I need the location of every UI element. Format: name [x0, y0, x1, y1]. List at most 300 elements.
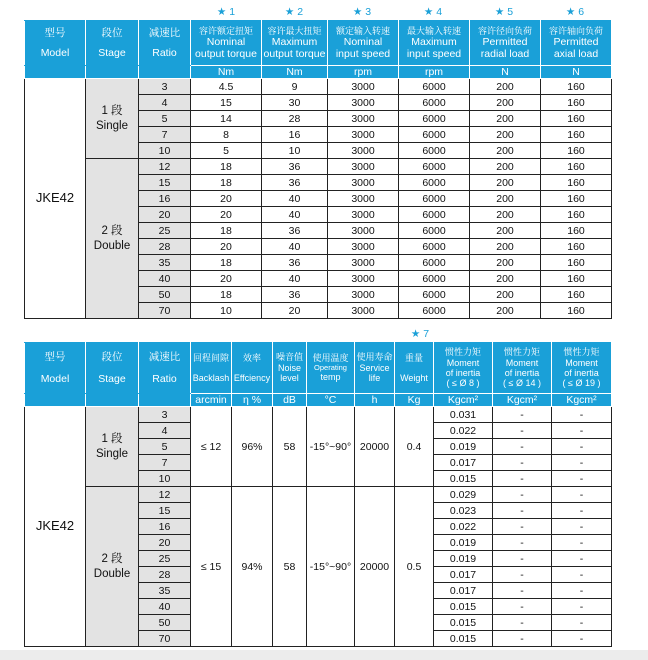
header-c5-cn: 容许径向负荷 — [477, 25, 532, 36]
nominal-speed-cell: 3000 — [328, 207, 399, 223]
t2-ratio-cell: 35 — [139, 583, 191, 599]
ratio-cell: 25 — [139, 223, 191, 239]
nominal-torque-cell: 10 — [191, 303, 262, 319]
axial-load-cell: 160 — [541, 207, 612, 223]
header-radial-load — [470, 21, 541, 66]
t2-header-life-en1: Service — [359, 362, 390, 373]
t2-header-i19-en3: ( ≤ Ø 19 ) — [562, 378, 601, 389]
nominal-torque-cell: 15 — [191, 95, 262, 111]
t2-header-temp — [307, 343, 355, 394]
t2-header-i8-en3: ( ≤ Ø 8 ) — [446, 378, 480, 389]
t2-unit-i8: Kgcm² — [434, 394, 493, 407]
axial-load-cell: 160 — [541, 239, 612, 255]
t2-header-i19-en1: Moment — [565, 357, 598, 368]
nominal-torque-cell: 18 — [191, 159, 262, 175]
max-torque-cell: 40 — [262, 207, 328, 223]
header-c6-cn: 容许轴向负荷 — [548, 25, 603, 36]
t2-ratio-cell: 4 — [139, 423, 191, 439]
inertia-8-cell: 0.015 — [434, 615, 493, 631]
ratio-cell: 40 — [139, 271, 191, 287]
header-c1-en1: Nominal — [206, 36, 246, 49]
t2-unit-i14: Kgcm² — [493, 394, 552, 407]
star-4: ★ 4 — [423, 6, 443, 18]
table1-star-row — [0, 6, 648, 20]
nominal-speed-cell: 3000 — [328, 191, 399, 207]
star-7: ★ 7 — [410, 328, 430, 340]
stage-single-en: Single — [96, 119, 128, 132]
t2-header-weight-en: Weight — [400, 372, 428, 383]
t2-unit-blank-stage — [86, 394, 139, 407]
radial-load-cell: 200 — [470, 143, 541, 159]
inertia-19-cell: - — [552, 567, 612, 583]
t2-unit-weight: Kg — [395, 394, 434, 407]
stage-double-en: Double — [93, 239, 131, 252]
radial-load-cell: 200 — [470, 175, 541, 191]
inertia-19-cell: - — [552, 535, 612, 551]
inertia-19-cell: - — [552, 583, 612, 599]
stage-single-cell — [86, 407, 139, 487]
star-2: ★ 2 — [284, 6, 304, 18]
radial-load-cell: 200 — [470, 127, 541, 143]
header-stage — [86, 21, 139, 66]
inertia-14-cell: - — [493, 615, 552, 631]
t2-header-inertia-8 — [434, 343, 493, 394]
star-1: ★ 1 — [216, 6, 236, 18]
header-max-torque — [262, 21, 328, 66]
inertia-19-cell: - — [552, 631, 612, 647]
t2-unit-i19: Kgcm² — [552, 394, 612, 407]
ratio-cell: 7 — [139, 127, 191, 143]
max-torque-cell: 40 — [262, 191, 328, 207]
t2-header-ratio — [139, 343, 191, 394]
t2-header-weight-cn: 重量 — [404, 353, 423, 364]
radial-load-cell: 200 — [470, 79, 541, 95]
header-nominal-speed — [328, 21, 399, 66]
t2-header-noise-cn: 噪音值 — [275, 352, 303, 363]
t2-header-noise-en1: Noise — [277, 362, 301, 373]
max-torque-cell: 36 — [262, 159, 328, 175]
nominal-speed-cell: 3000 — [328, 175, 399, 191]
unit-c1: Nm — [191, 66, 262, 79]
inertia-8-cell: 0.031 — [434, 407, 493, 423]
inertia-8-cell: 0.017 — [434, 455, 493, 471]
inertia-14-cell: - — [493, 471, 552, 487]
axial-load-cell: 160 — [541, 223, 612, 239]
inertia-14-cell: - — [493, 439, 552, 455]
ratio-cell: 12 — [139, 159, 191, 175]
header-c1-cn: 容许额定扭矩 — [198, 25, 253, 36]
stage-double-cell — [86, 487, 139, 647]
t2-header-model-cn: 型号 — [44, 351, 66, 364]
axial-load-cell: 160 — [541, 175, 612, 191]
t2-header-model-en: Model — [40, 372, 70, 385]
ratio-cell: 5 — [139, 111, 191, 127]
t2-header-i8-en1: Moment — [446, 357, 480, 368]
t2-header-i14-en2: of inertia — [504, 368, 540, 378]
model-cell: JKE42 — [25, 79, 86, 319]
inertia-8-cell: 0.022 — [434, 423, 493, 439]
ratio-cell: 70 — [139, 303, 191, 319]
table-row — [25, 79, 612, 95]
max-speed-cell: 6000 — [399, 271, 470, 287]
t2-unit-blank-model — [25, 394, 86, 407]
max-speed-cell: 6000 — [399, 239, 470, 255]
page-bottom-bar — [0, 650, 648, 660]
nominal-torque-cell: 18 — [191, 175, 262, 191]
axial-load-cell: 160 — [541, 303, 612, 319]
axial-load-cell: 160 — [541, 127, 612, 143]
nominal-torque-cell: 5 — [191, 143, 262, 159]
inertia-19-cell: - — [552, 599, 612, 615]
nominal-torque-cell: 20 — [191, 271, 262, 287]
t2-header-i8-en2: of inertia — [445, 368, 481, 378]
t2-header-backlash — [191, 343, 232, 394]
ratio-cell: 15 — [139, 175, 191, 191]
nominal-speed-cell: 3000 — [328, 95, 399, 111]
t2-header-backlash-en: Backlash — [192, 372, 230, 383]
radial-load-cell: 200 — [470, 207, 541, 223]
axial-load-cell: 160 — [541, 111, 612, 127]
t2-header-i14-cn: 惯性力矩 — [503, 347, 540, 358]
max-torque-cell: 36 — [262, 175, 328, 191]
inertia-19-cell: - — [552, 551, 612, 567]
t2-ratio-cell: 5 — [139, 439, 191, 455]
t2-ratio-cell: 10 — [139, 471, 191, 487]
t2-ratio-cell: 3 — [139, 407, 191, 423]
nominal-torque-cell: 20 — [191, 239, 262, 255]
max-torque-cell: 36 — [262, 223, 328, 239]
inertia-19-cell: - — [552, 487, 612, 503]
inertia-8-cell: 0.019 — [434, 535, 493, 551]
inertia-19-cell: - — [552, 471, 612, 487]
t2-header-ratio-en: Ratio — [152, 372, 177, 385]
star-3: ★ 3 — [352, 6, 372, 18]
radial-load-cell: 200 — [470, 191, 541, 207]
inertia-8-cell: 0.022 — [434, 519, 493, 535]
max-speed-cell: 6000 — [399, 175, 470, 191]
stage-single-cell — [86, 79, 139, 159]
radial-load-cell: 200 — [470, 303, 541, 319]
nominal-torque-cell: 18 — [191, 287, 262, 303]
stage-double-en: Double — [93, 567, 131, 580]
max-torque-cell: 10 — [262, 143, 328, 159]
t2-ratio-cell: 16 — [139, 519, 191, 535]
max-torque-cell: 40 — [262, 271, 328, 287]
torque-speed-table-body — [25, 79, 612, 319]
inertia-8-cell: 0.017 — [434, 583, 493, 599]
t2-header-efficiency — [232, 343, 273, 394]
t2-header-inertia-19 — [552, 343, 612, 394]
t2-header-life-en2: life — [368, 373, 381, 384]
inertia-14-cell: - — [493, 455, 552, 471]
nominal-torque-cell: 8 — [191, 127, 262, 143]
header-stage-cn: 段位 — [101, 27, 123, 40]
t2-ratio-cell: 50 — [139, 615, 191, 631]
header-model-cn: 型号 — [44, 27, 66, 40]
unit-c4: rpm — [399, 66, 470, 79]
header-c4-en2: input speed — [406, 48, 462, 61]
single-eff-cell: 96% — [232, 407, 273, 487]
ratio-cell: 35 — [139, 255, 191, 271]
nominal-torque-cell: 18 — [191, 255, 262, 271]
t2-header-life-cn: 使用寿命 — [356, 352, 393, 363]
inertia-14-cell: - — [493, 487, 552, 503]
t2-header-temp-cn: 使用温度 — [312, 353, 349, 364]
t2-header-weight — [395, 343, 434, 394]
header-ratio-cn: 减速比 — [148, 27, 181, 40]
t2-unit-temp: °C — [307, 394, 355, 407]
t2-header-ratio-cn: 减速比 — [148, 351, 181, 364]
nominal-speed-cell: 3000 — [328, 127, 399, 143]
t2-ratio-cell: 25 — [139, 551, 191, 567]
single-temp-cell: -15°~90° — [307, 407, 355, 487]
ratio-cell: 16 — [139, 191, 191, 207]
inertia-14-cell: - — [493, 423, 552, 439]
inertia-19-cell: - — [552, 439, 612, 455]
header-c3-en2: input speed — [335, 48, 391, 61]
max-speed-cell: 6000 — [399, 191, 470, 207]
double-life-cell: 20000 — [355, 487, 395, 647]
header-stage-en: Stage — [98, 46, 126, 59]
stage-single-cn: 1 段 — [101, 104, 123, 117]
t2-header-i8-cn: 惯性力矩 — [444, 347, 481, 358]
header-c6-en1: Permitted — [553, 36, 599, 49]
inertia-8-cell: 0.023 — [434, 503, 493, 519]
axial-load-cell: 160 — [541, 255, 612, 271]
inertia-14-cell: - — [493, 519, 552, 535]
max-speed-cell: 6000 — [399, 111, 470, 127]
max-speed-cell: 6000 — [399, 95, 470, 111]
header-c2-en2: output torque — [263, 48, 326, 61]
axial-load-cell: 160 — [541, 271, 612, 287]
max-torque-cell: 9 — [262, 79, 328, 95]
backlash-inertia-table — [24, 342, 612, 647]
header-ratio-en: Ratio — [152, 46, 177, 59]
t2-header-eff-en: Effciency — [233, 372, 271, 383]
nominal-speed-cell: 3000 — [328, 287, 399, 303]
t2-ratio-cell: 7 — [139, 455, 191, 471]
max-speed-cell: 6000 — [399, 303, 470, 319]
t2-header-temp-en2: temp — [320, 372, 341, 383]
inertia-14-cell: - — [493, 503, 552, 519]
axial-load-cell: 160 — [541, 191, 612, 207]
nominal-speed-cell: 3000 — [328, 271, 399, 287]
max-speed-cell: 6000 — [399, 255, 470, 271]
inertia-14-cell: - — [493, 631, 552, 647]
max-speed-cell: 6000 — [399, 143, 470, 159]
t2-unit-backlash: arcmin — [191, 394, 232, 407]
inertia-8-cell: 0.019 — [434, 551, 493, 567]
nominal-speed-cell: 3000 — [328, 111, 399, 127]
inertia-14-cell: - — [493, 583, 552, 599]
t2-header-inertia-14 — [493, 343, 552, 394]
t2-ratio-cell: 70 — [139, 631, 191, 647]
t2-unit-life: h — [355, 394, 395, 407]
max-torque-cell: 30 — [262, 95, 328, 111]
unit-blank-stage — [86, 66, 139, 79]
max-torque-cell: 16 — [262, 127, 328, 143]
t2-header-temp-en1: Operating — [314, 362, 347, 372]
nominal-speed-cell: 3000 — [328, 303, 399, 319]
t2-ratio-cell: 12 — [139, 487, 191, 503]
inertia-19-cell: - — [552, 615, 612, 631]
radial-load-cell: 200 — [470, 95, 541, 111]
inertia-19-cell: - — [552, 519, 612, 535]
backlash-inertia-table-body — [25, 407, 612, 647]
header-axial-load — [541, 21, 612, 66]
nominal-speed-cell: 3000 — [328, 159, 399, 175]
header-c4-cn: 最大输入转速 — [406, 25, 461, 36]
header-c3-cn: 额定输入转速 — [335, 25, 390, 36]
header-c2-cn: 容许最大扭矩 — [267, 25, 322, 36]
t2-ratio-cell: 28 — [139, 567, 191, 583]
inertia-8-cell: 0.015 — [434, 599, 493, 615]
radial-load-cell: 200 — [470, 271, 541, 287]
unit-c3: rpm — [328, 66, 399, 79]
inertia-19-cell: - — [552, 503, 612, 519]
stage-double-cn: 2 段 — [101, 224, 123, 237]
t2-header-noise — [273, 343, 307, 394]
header-c1-en2: output torque — [195, 48, 257, 61]
table-row — [25, 407, 612, 423]
axial-load-cell: 160 — [541, 159, 612, 175]
t2-header-life — [355, 343, 395, 394]
single-noise-cell: 58 — [273, 407, 307, 487]
double-backlash-cell: ≤ 15 — [191, 487, 232, 647]
stage-double-cell — [86, 159, 139, 319]
header-ratio — [139, 21, 191, 66]
max-speed-cell: 6000 — [399, 79, 470, 95]
inertia-14-cell: - — [493, 407, 552, 423]
nominal-speed-cell: 3000 — [328, 255, 399, 271]
inertia-14-cell: - — [493, 599, 552, 615]
nominal-speed-cell: 3000 — [328, 223, 399, 239]
axial-load-cell: 160 — [541, 95, 612, 111]
t2-header-stage-cn: 段位 — [101, 351, 123, 364]
unit-c6: N — [541, 66, 612, 79]
max-torque-cell: 36 — [262, 255, 328, 271]
header-c5-en2: radial load — [480, 48, 530, 61]
t2-header-i14-en3: ( ≤ Ø 14 ) — [503, 378, 541, 389]
t2-header-i19-en2: of inertia — [564, 368, 599, 378]
nominal-speed-cell: 3000 — [328, 143, 399, 159]
stage-single-en: Single — [96, 447, 128, 460]
header-model — [25, 21, 86, 66]
max-torque-cell: 36 — [262, 287, 328, 303]
max-speed-cell: 6000 — [399, 207, 470, 223]
t2-unit-blank-ratio — [139, 394, 191, 407]
inertia-8-cell: 0.015 — [434, 471, 493, 487]
radial-load-cell: 200 — [470, 111, 541, 127]
inertia-19-cell: - — [552, 455, 612, 471]
ratio-cell: 50 — [139, 287, 191, 303]
stage-double-cn: 2 段 — [101, 552, 123, 565]
table2-star-row — [0, 328, 648, 342]
unit-blank-model — [25, 66, 86, 79]
ratio-cell: 4 — [139, 95, 191, 111]
ratio-cell: 10 — [139, 143, 191, 159]
double-weight-cell: 0.5 — [395, 487, 434, 647]
inertia-8-cell: 0.015 — [434, 631, 493, 647]
t2-ratio-cell: 40 — [139, 599, 191, 615]
inertia-14-cell: - — [493, 551, 552, 567]
radial-load-cell: 200 — [470, 287, 541, 303]
radial-load-cell: 200 — [470, 255, 541, 271]
axial-load-cell: 160 — [541, 143, 612, 159]
radial-load-cell: 200 — [470, 223, 541, 239]
header-model-en: Model — [40, 46, 70, 59]
radial-load-cell: 200 — [470, 239, 541, 255]
t2-ratio-cell: 20 — [139, 535, 191, 551]
t2-header-stage-en: Stage — [98, 372, 126, 385]
ratio-cell: 28 — [139, 239, 191, 255]
t2-model-cell: JKE42 — [25, 407, 86, 647]
t2-header-i19-cn: 惯性力矩 — [563, 347, 600, 358]
header-nominal-torque — [191, 21, 262, 66]
t2-unit-noise: dB — [273, 394, 307, 407]
max-torque-cell: 20 — [262, 303, 328, 319]
nominal-torque-cell: 20 — [191, 207, 262, 223]
t2-header-eff-cn: 效率 — [242, 353, 261, 364]
single-backlash-cell: ≤ 12 — [191, 407, 232, 487]
nominal-torque-cell: 4.5 — [191, 79, 262, 95]
max-speed-cell: 6000 — [399, 287, 470, 303]
double-temp-cell: -15°~90° — [307, 487, 355, 647]
torque-speed-table — [24, 20, 612, 319]
header-max-speed — [399, 21, 470, 66]
t2-header-stage — [86, 343, 139, 394]
double-noise-cell: 58 — [273, 487, 307, 647]
header-c2-en1: Maximum — [271, 36, 318, 49]
inertia-19-cell: - — [552, 423, 612, 439]
inertia-14-cell: - — [493, 567, 552, 583]
inertia-14-cell: - — [493, 535, 552, 551]
nominal-speed-cell: 3000 — [328, 239, 399, 255]
table-row — [25, 487, 612, 503]
nominal-torque-cell: 18 — [191, 223, 262, 239]
header-c3-en1: Nominal — [343, 36, 383, 49]
nominal-torque-cell: 14 — [191, 111, 262, 127]
inertia-8-cell: 0.029 — [434, 487, 493, 503]
unit-blank-ratio — [139, 66, 191, 79]
inertia-8-cell: 0.017 — [434, 567, 493, 583]
max-torque-cell: 28 — [262, 111, 328, 127]
header-c5-en1: Permitted — [482, 36, 528, 49]
radial-load-cell: 200 — [470, 159, 541, 175]
star-6: ★ 6 — [565, 6, 585, 18]
t2-header-backlash-cn: 回程间隙 — [192, 353, 229, 364]
single-life-cell: 20000 — [355, 407, 395, 487]
ratio-cell: 20 — [139, 207, 191, 223]
axial-load-cell: 160 — [541, 79, 612, 95]
max-speed-cell: 6000 — [399, 127, 470, 143]
inertia-19-cell: - — [552, 407, 612, 423]
inertia-8-cell: 0.019 — [434, 439, 493, 455]
stage-single-cn: 1 段 — [101, 432, 123, 445]
header-c4-en1: Maximum — [411, 36, 457, 49]
ratio-cell: 3 — [139, 79, 191, 95]
single-weight-cell: 0.4 — [395, 407, 434, 487]
table-row — [25, 159, 612, 175]
axial-load-cell: 160 — [541, 287, 612, 303]
t2-unit-eff: η % — [232, 394, 273, 407]
double-eff-cell: 94% — [232, 487, 273, 647]
unit-c2: Nm — [262, 66, 328, 79]
nominal-speed-cell: 3000 — [328, 79, 399, 95]
t2-header-model — [25, 343, 86, 394]
unit-c5: N — [470, 66, 541, 79]
t2-header-i14-en1: Moment — [505, 357, 539, 368]
